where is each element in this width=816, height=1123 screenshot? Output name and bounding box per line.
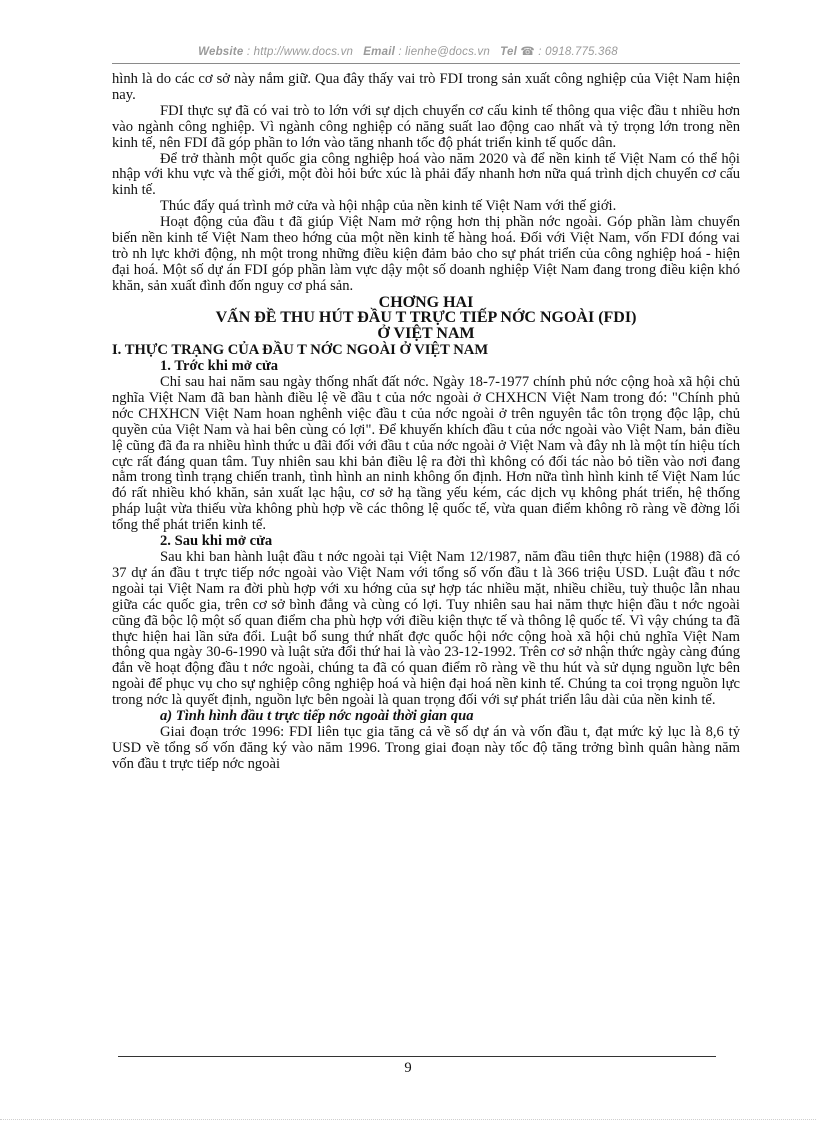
paragraph-2: FDI thực sự đã có vai trò to lớn với sự dịch chuyển cơ cấu kinh tế thông qua việc đầu t nhiều hơn vào ngành công nghiệp. Vì ngành công nghiệp có năng suất lao động cao nhất và tỷ trọng lớn trong nền kinh tế, nên FDI đã góp phần to lớn vào tăng nhanh tốc độ phát triển kinh tế quốc dân.	[112, 102, 740, 151]
subsection-heading-1: 1. Trớc khi mở cửa	[160, 358, 279, 375]
paragraph-1: hình là do các cơ sở này nắm giữ. Qua đây thấy vai trò FDI trong sản xuất công nghiệp của Việt Nam hiện nay.	[112, 71, 740, 103]
paragraph-3: Để trở thành một quốc gia công nghiệp hoá vào năm 2020 và để nền kinh tế Việt Nam có thể hội nhập với khu vực và thế giới, một đòi hỏi bức xúc là phải đẩy nhanh hơn nữa quá trình dịch chuyển cơ cấu kinh tế.	[112, 150, 740, 199]
paragraph-4: Thúc đẩy quá trình mở cửa và hội nhập của nền kinh tế Việt Nam với thế giới.	[160, 198, 617, 215]
document-body	[112, 72, 740, 773]
paragraph-5: Hoạt động của đầu t đã giúp Việt Nam mở rộng hơn thị phần nớc ngoài. Góp phần làm chuyển biến nền kinh tế Việt Nam theo hớng của một nền kinh tế hàng hoá. Đối với Việt Nam, vốn FDI đóng vai trò nh lực khởi động, nh một trong những điều kiện đảm bảo cho sự phát triển của công nghiệp hoá - hiện đại hoá. Một số dự án FDI góp phần làm vực dậy một số doanh nghiệp Việt Nam đang trong điều kiện khó khăn, sản xuất đình đốn nguy cơ phá sản.	[112, 214, 740, 294]
chapter-title-line-2: VẤN ĐỀ THU HÚT ĐẦU T TRỰC TIẾP NỚC NGOÀI (FDI)	[215, 309, 637, 327]
subsection-heading-a: a) Tình hình đầu t trực tiếp nớc ngoài thời gian qua	[160, 708, 474, 725]
section-heading: I. THỰC TRẠNG CỦA ĐẦU T NỚC NGOÀI Ở VIỆT NAM	[112, 342, 489, 359]
subsection-a-text: Giai đoạn trớc 1996: FDI liên tục gia tăng cả về số dự án và vốn đầu t, đạt mức kỷ lục là 8,6 tỷ USD về tổng số vốn đăng ký vào năm 1996. Trong giai đoạn này tốc độ tăng trởng bình quân hàng năm vốn đầu t trực tiếp nớc ngoài	[112, 723, 740, 772]
website-value: : http://www.docs.vn	[246, 46, 354, 58]
header-rule	[112, 63, 740, 64]
page-header	[0, 44, 816, 58]
subsection-1-text: Chỉ sau hai năm sau ngày thống nhất đất nớc. Ngày 18-7-1977 chính phủ nớc cộng hoà xã hội chủ nghĩa Việt Nam đã ban hành điều lệ về đầu t của nớc ngoài ở CHXHCN Việt Nam trong đó: "Chính phủ nớc CHXHCN Việt Nam hoan nghênh việc đầu t của nớc ngoài ở trên nguyên tắc tôn trọng độc lập, chủ quyền của Việt Nam và hai bên cùng có lợi". Để khuyến khích đầu t của nớc ngoài vào Việt Nam, bản điều lệ cũng đã đa ra nhiều hình thức u đãi đối với đầu t của nớc ngoài ở Việt Nam và đây nh là một tín hiệu tích cực rất đáng quan tâm. Tuy nhiên sau khi bản điều lệ ra đời thì không có đối tác nào bỏ tiền vào nơi đang nằm trong tình trạng chiến tranh, tình hình an ninh không ổn định. Hơn nữa tình hình kinh tế Việt Nam lúc đó rất nhiều khó khăn, sản xuất lạc hậu, cơ sở hạ tầng yếu kém, các dịch vụ không phát triển, hệ thống pháp luật vừa thiếu vừa không phù hợp về các thông lệ quốc tế, vừa quan điểm không rõ ràng về đờng lối tổng thể phát triển kinh tế.	[112, 374, 740, 534]
email-label: Email	[363, 46, 395, 58]
tel-value: : 0918.775.368	[538, 46, 618, 58]
subsection-heading-2: 2. Sau khi mở cửa	[160, 533, 273, 550]
footer-rule	[118, 1056, 716, 1057]
tel-label: Tel ☎	[500, 46, 535, 58]
page-edge	[0, 1119, 816, 1120]
page-number: 9	[404, 1060, 412, 1076]
chapter-title-line-1: CHƠNG HAI	[378, 293, 474, 311]
email-value: : lienhe@docs.vn	[398, 46, 490, 58]
chapter-title-line-3: Ở VIỆT NAM	[377, 324, 475, 342]
subsection-2-text: Sau khi ban hành luật đầu t nớc ngoài tại Việt Nam 12/1987, năm đầu tiên thực hiện (1988) đã có 37 dự án đầu t trực tiếp nớc ngoài vào Việt Nam với tổng số vốn đầu t là 366 triệu USD. Luật đầu t nớc ngoài tại Việt Nam ra đời phù hợp với xu hớng của sự hợp tác nhiều mặt, nhiều chiều, tuỳ thuộc lẫn nhau giữa các quốc gia, trên cơ sở bình đẳng và cùng có lợi. Tuy nhiên sau hai năm thực hiện đầu t nớc ngoài cũng đã bộc lộ một số quan điểm cha phù hợp với điều kiện thực tế và thông lệ quốc tế. Vì vậy chúng ta đã thực hiện hai lần sửa đổi. Luật bổ sung thứ nhất đợc quốc hội nớc cộng hoà xã hội chủ nghĩa Việt Nam thông qua ngày 30-6-1990 và luật sửa đổi thứ hai là vào 23-12-1992. Trên cơ sở nhận thức ngày càng đúng đắn về hoạt động đầu t nớc ngoài, chúng ta đã có quan điểm rõ ràng về thu hút và sử dụng nguồn lực bên ngoài để phục vụ cho sự nghiệp công nghiệp hoá và hiện đại hoá nền kinh tế. Chúng ta coi trọng nguồn lực trong nớc là quyết định, nguồn lực bên ngoài là quan trọng đối với sự phát triển lâu dài của nền kinh tế.	[112, 548, 740, 709]
website-label: Website	[198, 46, 244, 58]
